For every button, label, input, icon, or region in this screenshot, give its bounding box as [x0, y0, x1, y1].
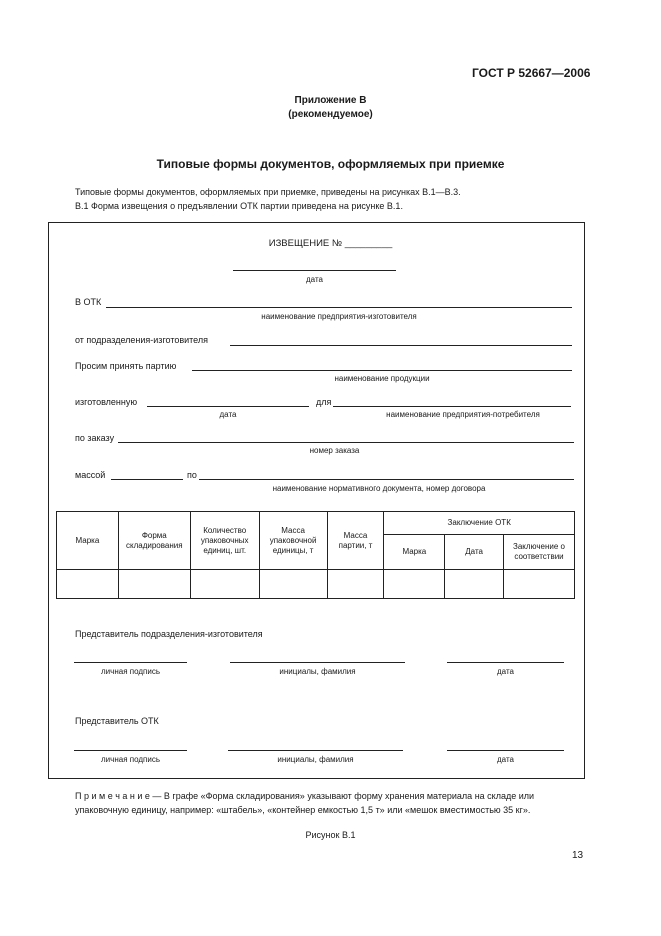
rep-maker-name-line	[230, 662, 405, 663]
notice-form-frame	[48, 222, 585, 779]
table-cell[interactable]	[327, 570, 384, 599]
header-otk-date: Дата	[445, 535, 504, 570]
rep-otk-name-caption: инициалы, фамилия	[277, 755, 354, 764]
header-otk-mark: Марка	[384, 535, 445, 570]
table-row	[57, 570, 575, 599]
section-title: Типовые формы документов, оформляемых при приемке	[156, 157, 505, 171]
annex-title: Приложение В	[294, 95, 367, 106]
request-label: Просим принять партию	[75, 361, 177, 371]
rep-maker-name-caption: инициалы, фамилия	[279, 667, 356, 676]
table-cell[interactable]	[384, 570, 445, 599]
rep-maker-signature-caption: личная подпись	[101, 667, 160, 676]
table-cell[interactable]	[118, 570, 190, 599]
from-line	[230, 345, 572, 346]
table-cell[interactable]	[504, 570, 575, 599]
rep-otk-date-line	[447, 750, 564, 751]
note-text-1: — В графе «Форма складирования» указывают форму хранения материала на складе или	[149, 791, 535, 801]
mass-line	[111, 479, 183, 480]
rep-otk-label: Представитель ОТК	[75, 716, 159, 726]
table-cell[interactable]	[259, 570, 327, 599]
normdoc-line	[199, 479, 574, 480]
for-label: для	[316, 397, 332, 407]
header-batch-mass: Масса партии, т	[327, 512, 384, 570]
intro-line-1: Типовые формы документов, оформляемых при приемке, приведены на рисунках В.1—В.3.	[75, 187, 461, 197]
by-label: по	[187, 470, 197, 480]
rep-otk-name-line	[228, 750, 403, 751]
otk-line	[106, 307, 572, 308]
made-date-line	[147, 406, 309, 407]
order-label: по заказу	[75, 433, 115, 443]
normdoc-caption: наименование нормативного документа, номер договора	[272, 484, 486, 493]
product-caption: наименование продукции	[334, 374, 430, 383]
from-label: от подразделения-изготовителя	[75, 335, 209, 345]
consumer-line	[333, 406, 571, 407]
table-cell[interactable]	[57, 570, 119, 599]
standard-number: ГОСТ Р 52667—2006	[472, 66, 591, 80]
header-mark: Марка	[57, 512, 119, 570]
date-caption: дата	[306, 275, 323, 284]
page-number: 13	[572, 850, 584, 861]
note-line-1	[75, 791, 534, 801]
consumer-caption: наименование предприятия-потребителя	[386, 410, 540, 419]
date-line	[233, 270, 396, 271]
header-unit-mass: Масса упаковочной единицы, т	[259, 512, 327, 570]
rep-otk-date-caption: дата	[497, 755, 514, 764]
annex-subtitle: (рекомендуемое)	[288, 109, 373, 120]
notice-title: ИЗВЕЩЕНИЕ № _________	[268, 238, 393, 249]
order-line	[118, 442, 574, 443]
header-quantity: Количество упаковочных единиц, шт.	[190, 512, 259, 570]
rep-maker-date-caption: дата	[497, 667, 514, 676]
rep-otk-signature-caption: личная подпись	[101, 755, 160, 764]
otk-caption: наименование предприятия-изготовителя	[261, 312, 417, 321]
rep-maker-date-line	[447, 662, 564, 663]
made-date-caption: дата	[219, 410, 237, 419]
header-storage-form: Форма складирования	[118, 512, 190, 570]
made-label: изготовленную	[75, 397, 138, 407]
rep-maker-label: Представитель подразделения-изготовителя	[75, 629, 263, 639]
acceptance-table	[56, 511, 575, 599]
note-line-2: упаковочную единицу, например: «штабель», «контейнер емкостью 1,5 т» или «мешок вместимостью 35 кг».	[75, 805, 531, 815]
rep-otk-signature-line	[74, 750, 187, 751]
note-prefix: П р и м е ч а н и е	[75, 791, 150, 801]
figure-caption: Рисунок В.1	[305, 830, 356, 840]
order-caption: номер заказа	[309, 446, 360, 455]
header-otk-conclusion: Заключение ОТК	[384, 512, 575, 535]
mass-label: массой	[75, 470, 106, 480]
table-cell[interactable]	[445, 570, 504, 599]
otk-label: В ОТК	[75, 297, 102, 307]
table-cell[interactable]	[190, 570, 259, 599]
header-otk-compliance: Заключение о соответствии	[504, 535, 575, 570]
product-line	[192, 370, 572, 371]
rep-maker-signature-line	[74, 662, 187, 663]
intro-line-2: В.1 Форма извещения о предъявлении ОТК партии приведена на рисунке В.1.	[75, 201, 403, 211]
